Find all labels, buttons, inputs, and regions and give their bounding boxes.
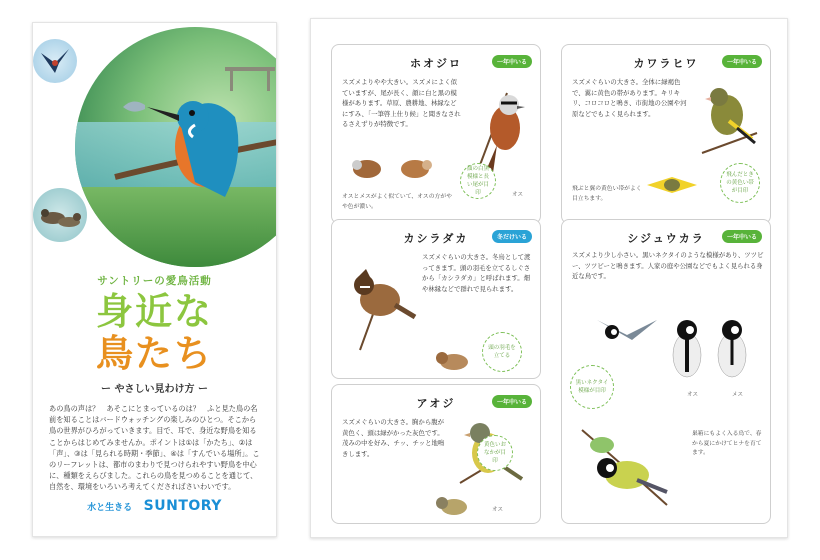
kawarahiwa-icon (697, 73, 767, 163)
cover-title-line1: 身近な (96, 290, 213, 333)
season-badge: 一年中いる (722, 55, 762, 68)
bird-name: アオジ (416, 397, 456, 410)
bird-card-aoji (331, 384, 541, 524)
kashiradaka-icon (340, 255, 420, 355)
caption-female: メス (732, 392, 744, 398)
bird-card-shijuukara (561, 219, 771, 524)
caption-male: オス (512, 192, 523, 198)
bird-description: スズメぐらいの大きさ。胸から腹が黄色く、頭は緑がかった灰色です。茂みの中を好み、チッ、チッと地鳴きします。 (342, 418, 445, 458)
bird-note: オスとメスがよく似ていて、オスの方がやや色が濃い。 (342, 194, 452, 210)
duck-icon (33, 188, 87, 242)
aoji-female-icon (432, 493, 472, 518)
cover-subtitle: サントリーの愛鳥活動 (97, 275, 212, 287)
bird-card-kashiradaka (331, 219, 541, 379)
cover-title-line2: 鳥たち (96, 332, 213, 375)
bird-description: スズメより少し小さい。黒いネクタイのような模様があり、ツツピー、ツツピーと鳴きます。人家の庭や公園などでもよく見られる身近な鳥です。 (572, 251, 764, 280)
cover-tagline: ー やさしい見わけ方 ー (101, 384, 208, 395)
swallow-illustration (33, 39, 77, 83)
footer-slogan: 水と生きる (87, 503, 133, 513)
hoojiro-flight-icons (347, 153, 447, 183)
season-badge: 冬だけいる (492, 230, 532, 243)
season-badge: 一年中いる (722, 230, 762, 243)
leaflet-cover (32, 22, 277, 537)
bird-name: ホオジロ (410, 57, 462, 70)
kawarahiwa-flight-icon (642, 165, 702, 205)
duck-illustration (33, 188, 87, 242)
bird-card-hoojiro (331, 44, 541, 224)
tip-bubble: 顔の白黒模様と長い尾が目印 (460, 163, 496, 199)
kingfisher-illustration (75, 27, 277, 267)
bird-note: 巣箱にもよく入る鳥で、春から夏にかけてヒナを育てます。 (692, 431, 762, 456)
bird-description: スズメぐらいの大きさ。全体に緑褐色で、翼に黄色の帯があります。キリキリ、コロコロと鳴き、市街地の公園や河原などでもよく見られます。 (572, 78, 687, 118)
bird-description: スズメぐらいの大きさ。冬鳥として渡ってきます。頭の羽毛を立てるしぐさから「カシラダカ」と呼ばれます。畑や林縁などで群れで見られます。 (422, 253, 531, 293)
caption-male: オス (492, 507, 503, 513)
season-badge: 一年中いる (492, 395, 532, 408)
tip-bubble: 飛んだときの黄色い帯が目印 (720, 163, 760, 203)
shijuukara-pair-icon (662, 310, 762, 400)
footer-brand: SUNTORY (143, 498, 222, 514)
kingfisher-icon (75, 27, 277, 267)
bird-name: カワラヒワ (633, 57, 699, 70)
bird-name: シジュウカラ (627, 232, 705, 245)
bird-description: スズメよりやや大きい。スズメによく似ていますが、尾が長く、顔に白と黒の模様があります。草原、農耕地、林縁などにすみ、「一筆啓上仕り候」と聞きなされるさえずりが特徴です。 (342, 78, 461, 128)
bird-card-kawarahiwa (561, 44, 771, 224)
bird-note: 飛ぶと翼の黄色い帯がよく目立ちます。 (572, 186, 642, 202)
cover-intro-text: あの鳥の声は？ あそこにとまっているのは？ ふと見た鳥の名前を知ることはバードウォッチングの楽しみのひとつ。そこから鳥の世界がひろがっていきます。目で、耳で、身近な野鳥を知ることからはじめてみませんか。ポイントは①は「かたち」、②は「声」、③は「見られる時期・季節」、④は「すんでいる場所」。このリーフレットは、都市のまわりで見つけられやすい野鳥を中心に、種類をえらびました。これらの鳥を見つめることを通じて、自然を、環境をいろいろ考えてくださればさいわいです。 (49, 404, 260, 492)
leaflet-spread (310, 18, 788, 538)
season-badge: 一年中いる (492, 55, 532, 68)
swallow-icon (33, 39, 77, 83)
tip-bubble: 黒いネクタイ模様が目印 (570, 365, 614, 409)
kashiradaka-female-icon (432, 348, 472, 373)
suntory-logo (33, 495, 276, 514)
shijuukara-flight-icon (592, 310, 662, 360)
bird-name: カシラダカ (403, 232, 469, 245)
caption-male: オス (687, 392, 698, 398)
tip-bubble: 頭の羽毛を立てる (482, 332, 522, 372)
tip-bubble: 黄色いおなかが目印 (477, 435, 513, 471)
shijuukara-feeding-icon (577, 420, 677, 510)
